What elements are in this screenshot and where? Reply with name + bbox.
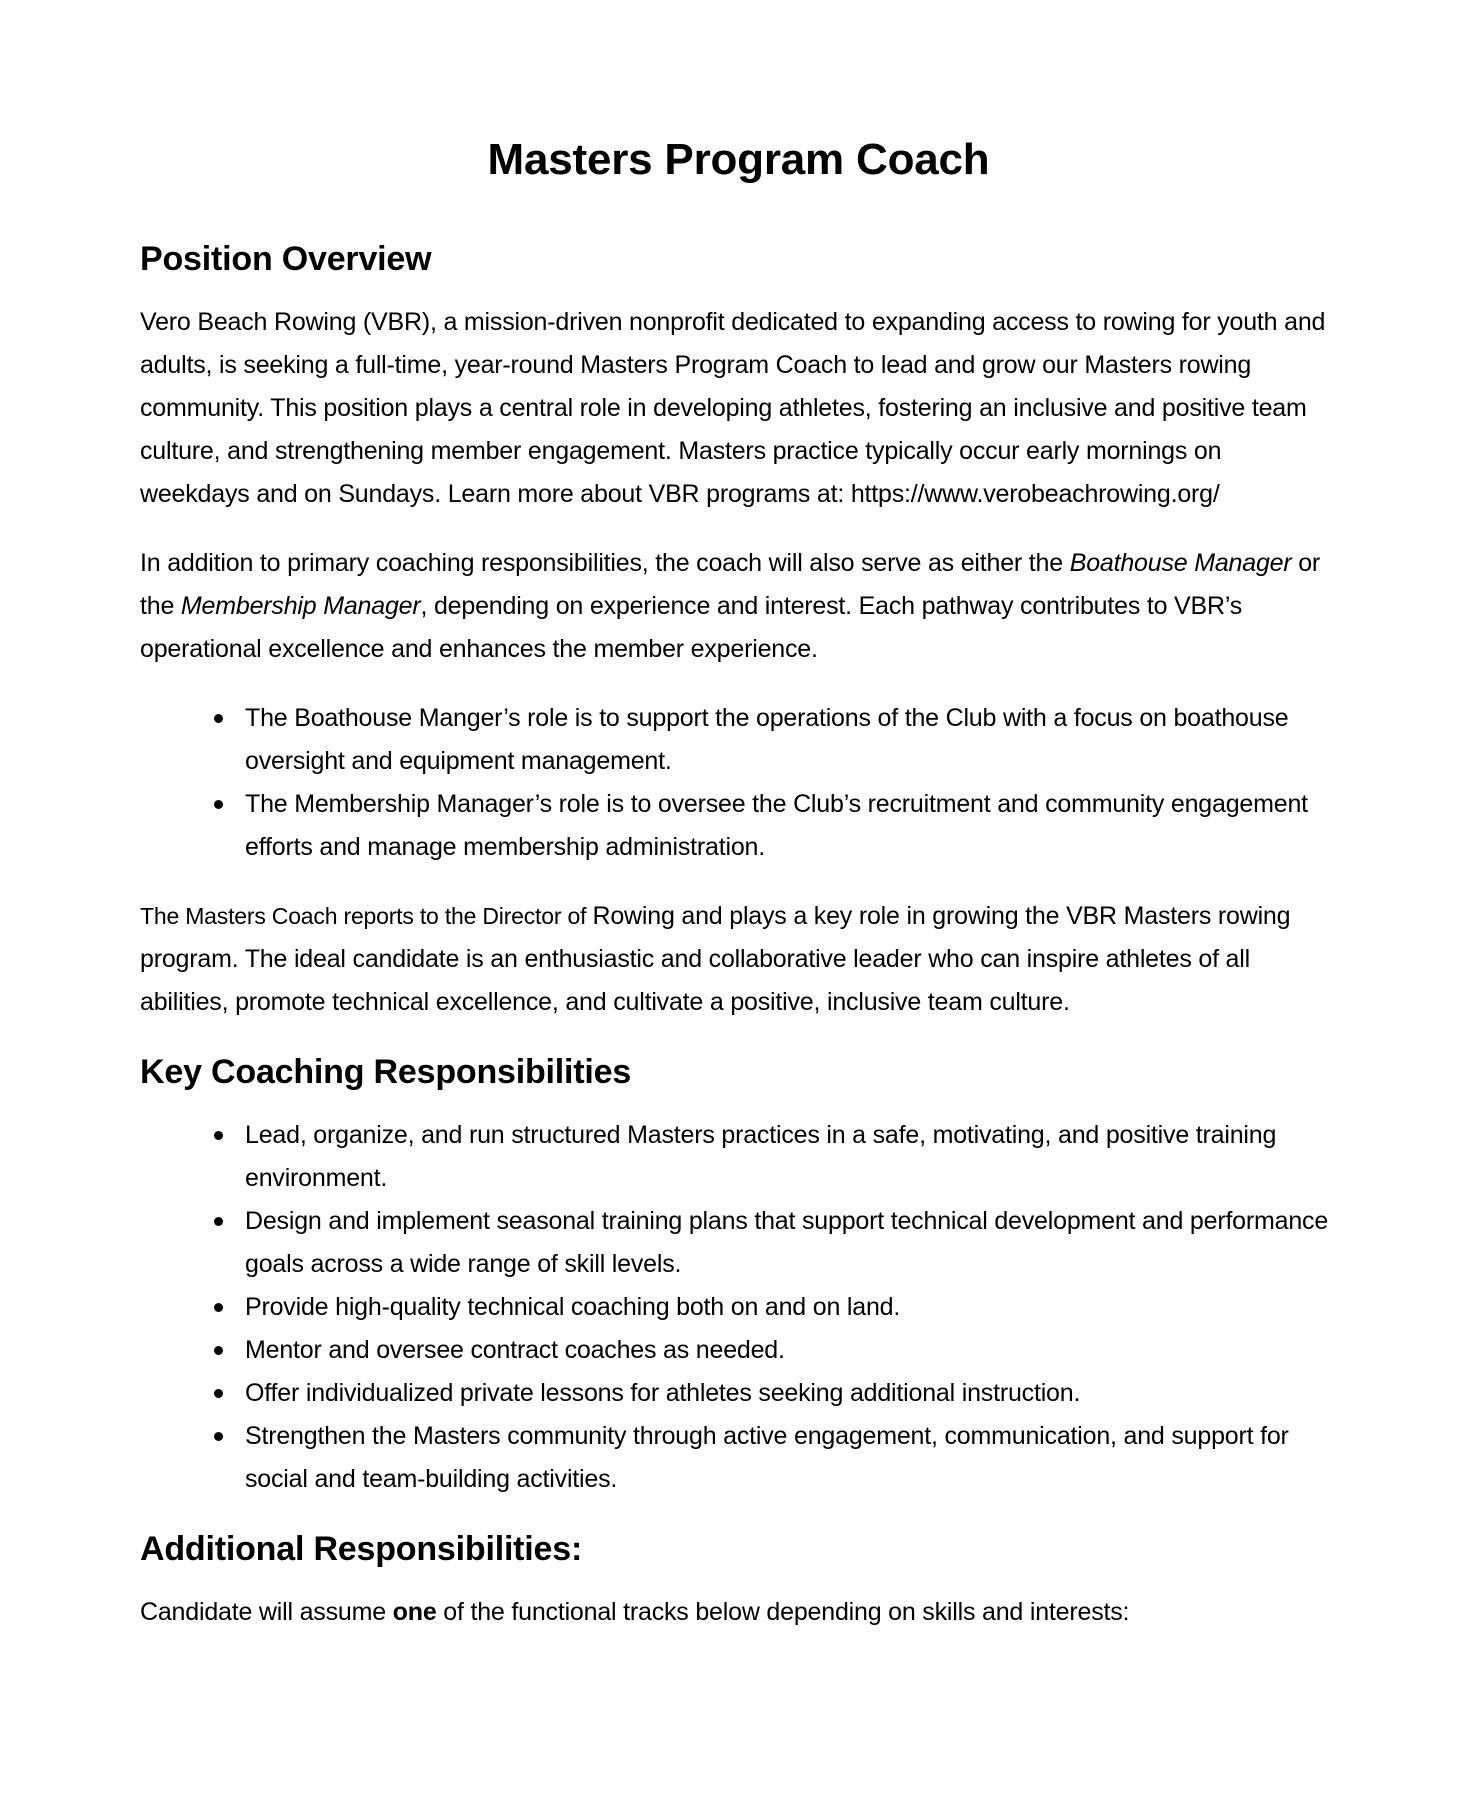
list-item: Offer individualized private lessons for athletes seeking additional instruction. (245, 1372, 1337, 1415)
list-item: Strengthen the Masters community through active engagement, communication, and support for social and team-building activities. (245, 1415, 1337, 1501)
list-item: Mentor and oversee contract coaches as needed. (245, 1329, 1337, 1372)
paragraph-text-smaller: The Masters Coach reports to the Director of (140, 903, 593, 929)
section-heading-position-overview: Position Overview (140, 240, 432, 278)
paragraph-dual-role (140, 542, 1337, 671)
italic-membership-manager: Membership Manager (180, 592, 421, 620)
section-heading-additional-responsibilities: Additional Responsibilities: (140, 1530, 583, 1568)
role-description-list (140, 697, 1337, 869)
list-item: Lead, organize, and run structured Masters practices in a safe, motivating, and positive training environment. (245, 1114, 1337, 1200)
paragraph-text: , depending on experience and interest. Each pathway contributes to VBR’s operational excellence and enhances the member experience. (140, 592, 1243, 663)
section-heading-key-coaching-responsibilities: Key Coaching Responsibilities (140, 1053, 632, 1091)
bold-one: one (392, 1598, 437, 1626)
paragraph-functional-tracks (140, 1591, 1337, 1634)
list-item: The Boathouse Manger’s role is to support the operations of the Club with a focus on boathouse oversight and equipment management. (245, 697, 1337, 783)
list-item: Design and implement seasonal training plans that support technical development and performance goals across a wide range of skill levels. (245, 1200, 1337, 1286)
paragraph-text: Rowing and plays a key role in growing the VBR Masters rowing program. The ideal candidate is an enthusiastic and collaborative leader who can inspire athletes of all abilities, promote technical excellence, and cultivate a positive, inclusive team culture. (140, 902, 1291, 1016)
list-item: The Membership Manager’s role is to oversee the Club’s recruitment and community engagement efforts and manage membership administration. (245, 783, 1337, 869)
paragraph-reporting-structure (140, 895, 1337, 1024)
paragraph-text: of the functional tracks below depending on skills and interests: (436, 1598, 1130, 1626)
paragraph-position-overview-intro (140, 301, 1337, 516)
paragraph-text: or the (140, 549, 1321, 620)
key-coaching-responsibilities-list (140, 1114, 1337, 1501)
document-title: Masters Program Coach (487, 135, 990, 184)
paragraph-text: Candidate will assume (140, 1598, 393, 1626)
list-item: Provide high-quality technical coaching both on and on land. (245, 1286, 1337, 1329)
paragraph-text: Vero Beach Rowing (VBR), a mission-driven nonprofit dedicated to expanding access to rowing for youth and adults, is seeking a full-time, year-round Masters Program Coach to lead and grow our Masters rowing community. This position plays a central role in developing athletes, fostering an inclusive and positive team culture, and strengthening member engagement. Masters practice typically occur early mornings on weekdays and on Sundays. Learn more about VBR programs at: https://www.verobeachrowing.org/ (140, 308, 1326, 508)
paragraph-text: In addition to primary coaching responsibilities, the coach will also serve as either the (140, 549, 1070, 577)
italic-boathouse-manager: Boathouse Manager (1069, 549, 1292, 577)
